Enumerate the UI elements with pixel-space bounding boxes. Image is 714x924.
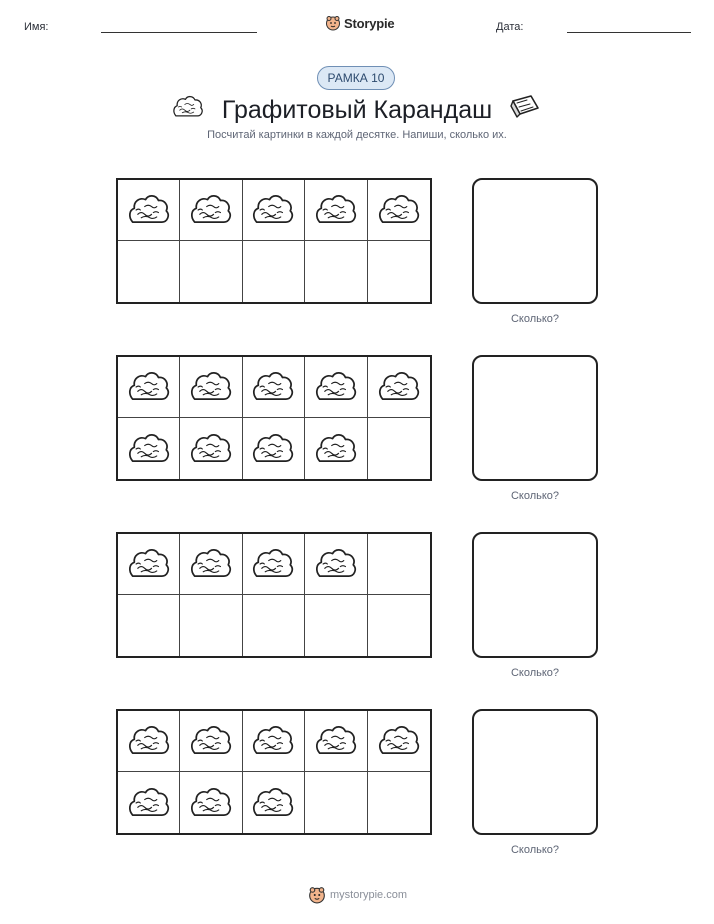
graphite-lump-icon [251, 191, 295, 229]
graphite-lump-icon [127, 191, 171, 229]
frame-cell [118, 357, 180, 418]
storypie-logo [325, 13, 394, 33]
graphite-lump-icon [127, 368, 171, 406]
graphite-lump-icon [314, 430, 358, 468]
frame-cell [243, 357, 305, 418]
answer-label: Сколько? [510, 313, 560, 325]
frame-cell [180, 418, 242, 479]
footer [308, 886, 407, 904]
frame-cell [118, 772, 180, 833]
answer-label: Сколько? [510, 844, 560, 856]
frame-cell [305, 595, 367, 656]
frame-cell [180, 534, 242, 595]
graphite-lump-icon [377, 722, 421, 760]
frame-cell [368, 241, 430, 302]
ten-frame-2 [116, 355, 432, 481]
graphite-lump-icon [251, 545, 295, 583]
graphite-lump-icon [314, 191, 358, 229]
brand-name: Storypie [344, 15, 395, 31]
frame-cell [118, 180, 180, 241]
frame-cell [243, 180, 305, 241]
frame-cell [118, 595, 180, 656]
frame-cell [180, 711, 242, 772]
frame-cell [243, 595, 305, 656]
graphite-lump-icon [189, 191, 233, 229]
ten-frame-4 [116, 709, 432, 835]
frame-cell [243, 534, 305, 595]
graphite-lump-icon [127, 430, 171, 468]
frame-cell [305, 418, 367, 479]
answer-box-4[interactable] [472, 709, 598, 835]
answer-box-1[interactable] [472, 178, 598, 304]
frame-cell [180, 357, 242, 418]
graphite-stick-icon [507, 93, 541, 121]
footer-site: mystorypie.com [330, 889, 408, 901]
graphite-lump-icon [251, 430, 295, 468]
frame-cell [118, 418, 180, 479]
ten-frame-1 [116, 178, 432, 304]
frame-cell [368, 418, 430, 479]
graphite-lump-icon [189, 368, 233, 406]
ten-frame-3 [116, 532, 432, 658]
graphite-lump-icon [314, 722, 358, 760]
frame-cell [118, 711, 180, 772]
frame-cell [305, 772, 367, 833]
graphite-lump-icon [189, 545, 233, 583]
graphite-lump-icon [127, 545, 171, 583]
frame-cell [368, 772, 430, 833]
storypie-mascot-icon [325, 15, 341, 31]
frame-cell [305, 241, 367, 302]
name-line[interactable] [101, 32, 257, 33]
frame-cell [368, 357, 430, 418]
frame-cell [305, 357, 367, 418]
storypie-mascot-icon [308, 886, 326, 904]
name-label: Имя: [24, 21, 49, 33]
frame-cell [243, 241, 305, 302]
date-label: Дата: [496, 21, 524, 33]
date-line[interactable] [567, 32, 691, 33]
frame-cell [243, 772, 305, 833]
graphite-lump-icon [251, 784, 295, 822]
frame-cell [243, 418, 305, 479]
answer-box-2[interactable] [472, 355, 598, 481]
frame-cell [368, 595, 430, 656]
instructions: Посчитай картинки в каждой десятке. Напиши, сколько их. [207, 129, 507, 141]
frame-cell [180, 772, 242, 833]
frame-cell [180, 595, 242, 656]
frame-cell [368, 180, 430, 241]
frame-cell [368, 711, 430, 772]
graphite-lump-icon [251, 368, 295, 406]
frame-badge: РАМКА 10 [317, 66, 395, 90]
graphite-lump-icon [251, 722, 295, 760]
frame-cell [368, 534, 430, 595]
frame-cell [118, 534, 180, 595]
frame-cell [305, 180, 367, 241]
graphite-lump-icon [377, 191, 421, 229]
graphite-lump-icon [377, 368, 421, 406]
graphite-lump-icon [127, 722, 171, 760]
graphite-lump-icon [189, 722, 233, 760]
answer-label: Сколько? [510, 490, 560, 502]
answer-label: Сколько? [510, 667, 560, 679]
frame-cell [180, 180, 242, 241]
graphite-lump-icon [127, 784, 171, 822]
frame-cell [305, 534, 367, 595]
answer-box-3[interactable] [472, 532, 598, 658]
frame-cell [180, 241, 242, 302]
graphite-lump-icon [189, 784, 233, 822]
frame-cell [305, 711, 367, 772]
page-title: Графитовый Карандаш [221, 96, 493, 124]
graphite-lump-icon [314, 545, 358, 583]
frame-cell [118, 241, 180, 302]
graphite-lump-icon [189, 430, 233, 468]
graphite-lump-icon [314, 368, 358, 406]
frame-cell [243, 711, 305, 772]
